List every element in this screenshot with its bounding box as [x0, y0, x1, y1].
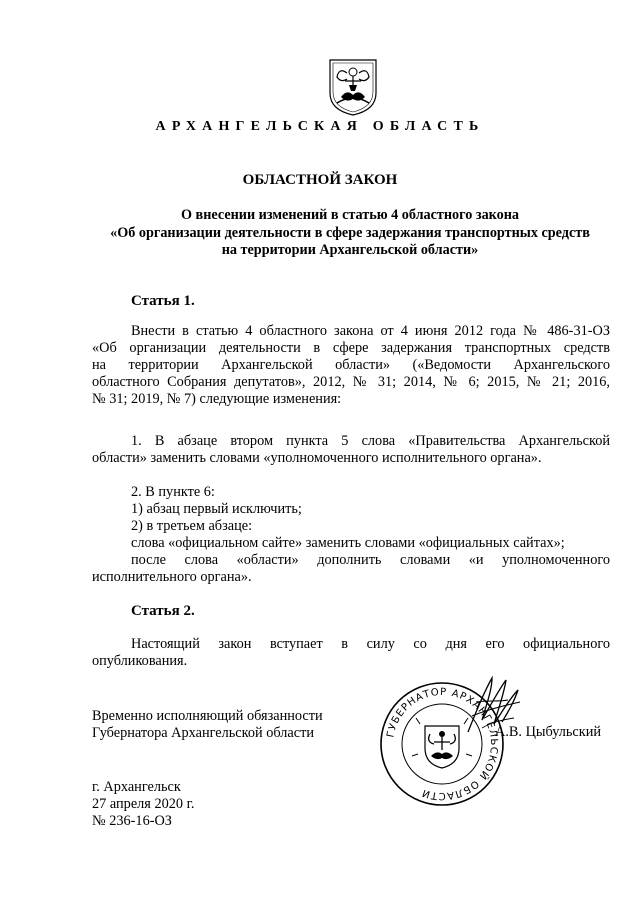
text-line: после слова «области» дополнить словами «и уполномоченного [131, 552, 610, 568]
date: 27 апреля 2020 г. [92, 796, 195, 812]
text-line: 2. В пункте 6: [131, 484, 215, 500]
law-title-line: на территории Архангельской области» [221, 242, 479, 258]
law-title-line: О внесении изменений в статью 4 областного закона [180, 207, 520, 223]
law-type: ОБЛАСТНОЙ ЗАКОН [242, 172, 398, 188]
law-number: № 236-16-ОЗ [92, 813, 172, 829]
text-line: № 31; 2019, № 7) следующие изменения: [92, 391, 342, 407]
text-line: Внести в статью 4 областного закона от 4 июня 2012 года № 486-31-ОЗ [131, 323, 610, 339]
seal-text: ГУБЕРНАТОР АРХАНГЕЛЬСКОЙ ОБЛАСТИ [385, 686, 500, 802]
place: г. Архангельск [92, 779, 181, 795]
region-name: АРХАНГЕЛЬСКАЯ ОБЛАСТЬ [155, 119, 485, 134]
text-line: Настоящий закон вступает в силу со дня его официального [131, 636, 610, 652]
text-line: 1) абзац первый исключить; [131, 501, 302, 517]
text-line: области» заменить словами «уполномоченного исполнительного органа». [92, 450, 542, 466]
text-line: 2) в третьем абзаце: [131, 518, 253, 534]
article-1-intro [92, 323, 610, 408]
article-1-heading: Статья 1. [131, 293, 195, 309]
footer-details [92, 779, 194, 830]
text-line: «Об организации деятельности в сфере задержания транспортных средств [92, 340, 610, 356]
signatory-position [92, 708, 323, 742]
archangel-coat-of-arms-icon [327, 57, 379, 117]
text-line: областного Собрания депутатов», 2012, № 31; 2014, № 6; 2015, № 21; 2016, [92, 374, 610, 390]
text-line: исполнительного органа». [92, 569, 252, 585]
text-line: опубликования. [92, 653, 188, 669]
article-1-item-2 [92, 484, 610, 586]
law-title [80, 207, 620, 260]
law-title-line: «Об организации деятельности в сфере задержания транспортных средств [110, 224, 590, 241]
signatory-name: А.В. Цыбульский [495, 724, 602, 740]
text-line: Губернатора Архангельской области [92, 725, 314, 741]
article-1-item-1 [92, 433, 610, 467]
article-2-text [92, 636, 610, 670]
text-line: 1. В абзаце втором пункта 5 слова «Правительства Архангельской [131, 433, 610, 449]
text-line: Временно исполняющий обязанности [92, 708, 323, 724]
text-line: на территории Архангельской области» («Ведомости Архангельского [92, 357, 610, 373]
text-line: слова «официальном сайте» заменить словами «официальных сайтах»; [131, 535, 565, 551]
article-2-heading: Статья 2. [131, 603, 195, 619]
